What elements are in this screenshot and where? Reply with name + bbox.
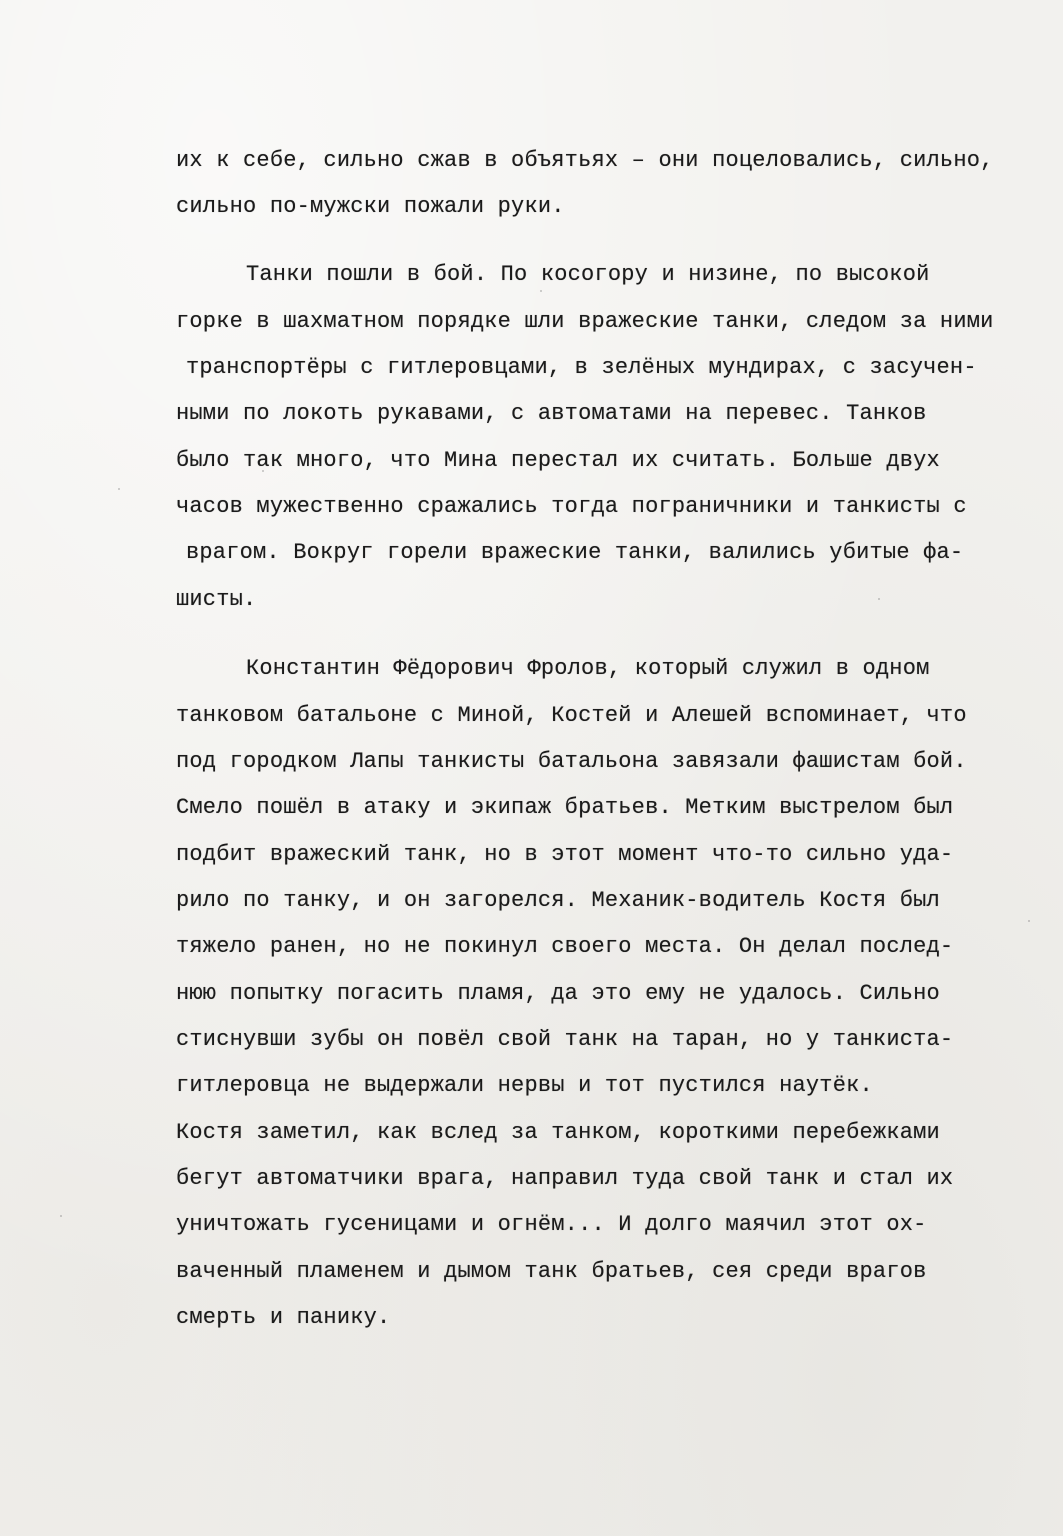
text-line: ваченный пламенем и дымом танк братьев, сея среди врагов	[176, 1259, 927, 1284]
text-line: врагом. Вокруг горели вражеские танки, валились убитые фа-	[186, 540, 964, 565]
text-line: их к себе, сильно сжав в объятьях – они поцеловались, сильно,	[176, 148, 994, 173]
text-line: нюю попытку погасить пламя, да это ему не удалось. Сильно	[176, 981, 940, 1006]
text-line: ными по локоть рукавами, с автоматами на перевес. Танков	[176, 401, 927, 426]
text-line: Смело пошёл в атаку и экипаж братьев. Метким выстрелом был	[176, 795, 954, 820]
text-line: бегут автоматчики врага, направил туда свой танк и стал их	[176, 1166, 954, 1191]
text-line: транспортёры с гитлеровцами, в зелёных мундирах, с засучен-	[186, 355, 977, 380]
text-line: Костя заметил, как вслед за танком, короткими перебежками	[176, 1120, 940, 1145]
text-line: подбит вражеский танк, но в этот момент что-то сильно уда-	[176, 842, 954, 867]
text-line: сильно по-мужски пожали руки.	[176, 194, 565, 219]
text-line: стиснувши зубы он повёл свой танк на таран, но у танкиста-	[176, 1027, 954, 1052]
text-line: часов мужественно сражались тогда пограничники и танкисты с	[176, 494, 967, 519]
paragraph-first-line: Константин Фёдорович Фролов, который служил в одном	[246, 656, 930, 681]
text-line: под городком Лапы танкисты батальона завязали фашистам бой.	[176, 749, 967, 774]
text-line: было так много, что Мина перестал их считать. Больше двух	[176, 448, 940, 473]
text-line: тяжело ранен, но не покинул своего места. Он делал послед-	[176, 934, 954, 959]
text-line: смерть и панику.	[176, 1305, 391, 1330]
text-line: танковом батальоне с Миной, Костей и Алешей вспоминает, что	[176, 703, 967, 728]
paragraph-first-line: Танки пошли в бой. По косогору и низине, по высокой	[246, 262, 930, 287]
text-line: уничтожать гусеницами и огнём... И долго маячил этот ох-	[176, 1212, 927, 1237]
text-line: гитлеровца не выдержали нервы и тот пустился наутёк.	[176, 1073, 873, 1098]
text-line: рило по танку, и он загорелся. Механик-водитель Костя был	[176, 888, 940, 913]
text-line: шисты.	[176, 587, 257, 612]
text-line: горке в шахматном порядке шли вражеские танки, следом за ними	[176, 309, 994, 334]
